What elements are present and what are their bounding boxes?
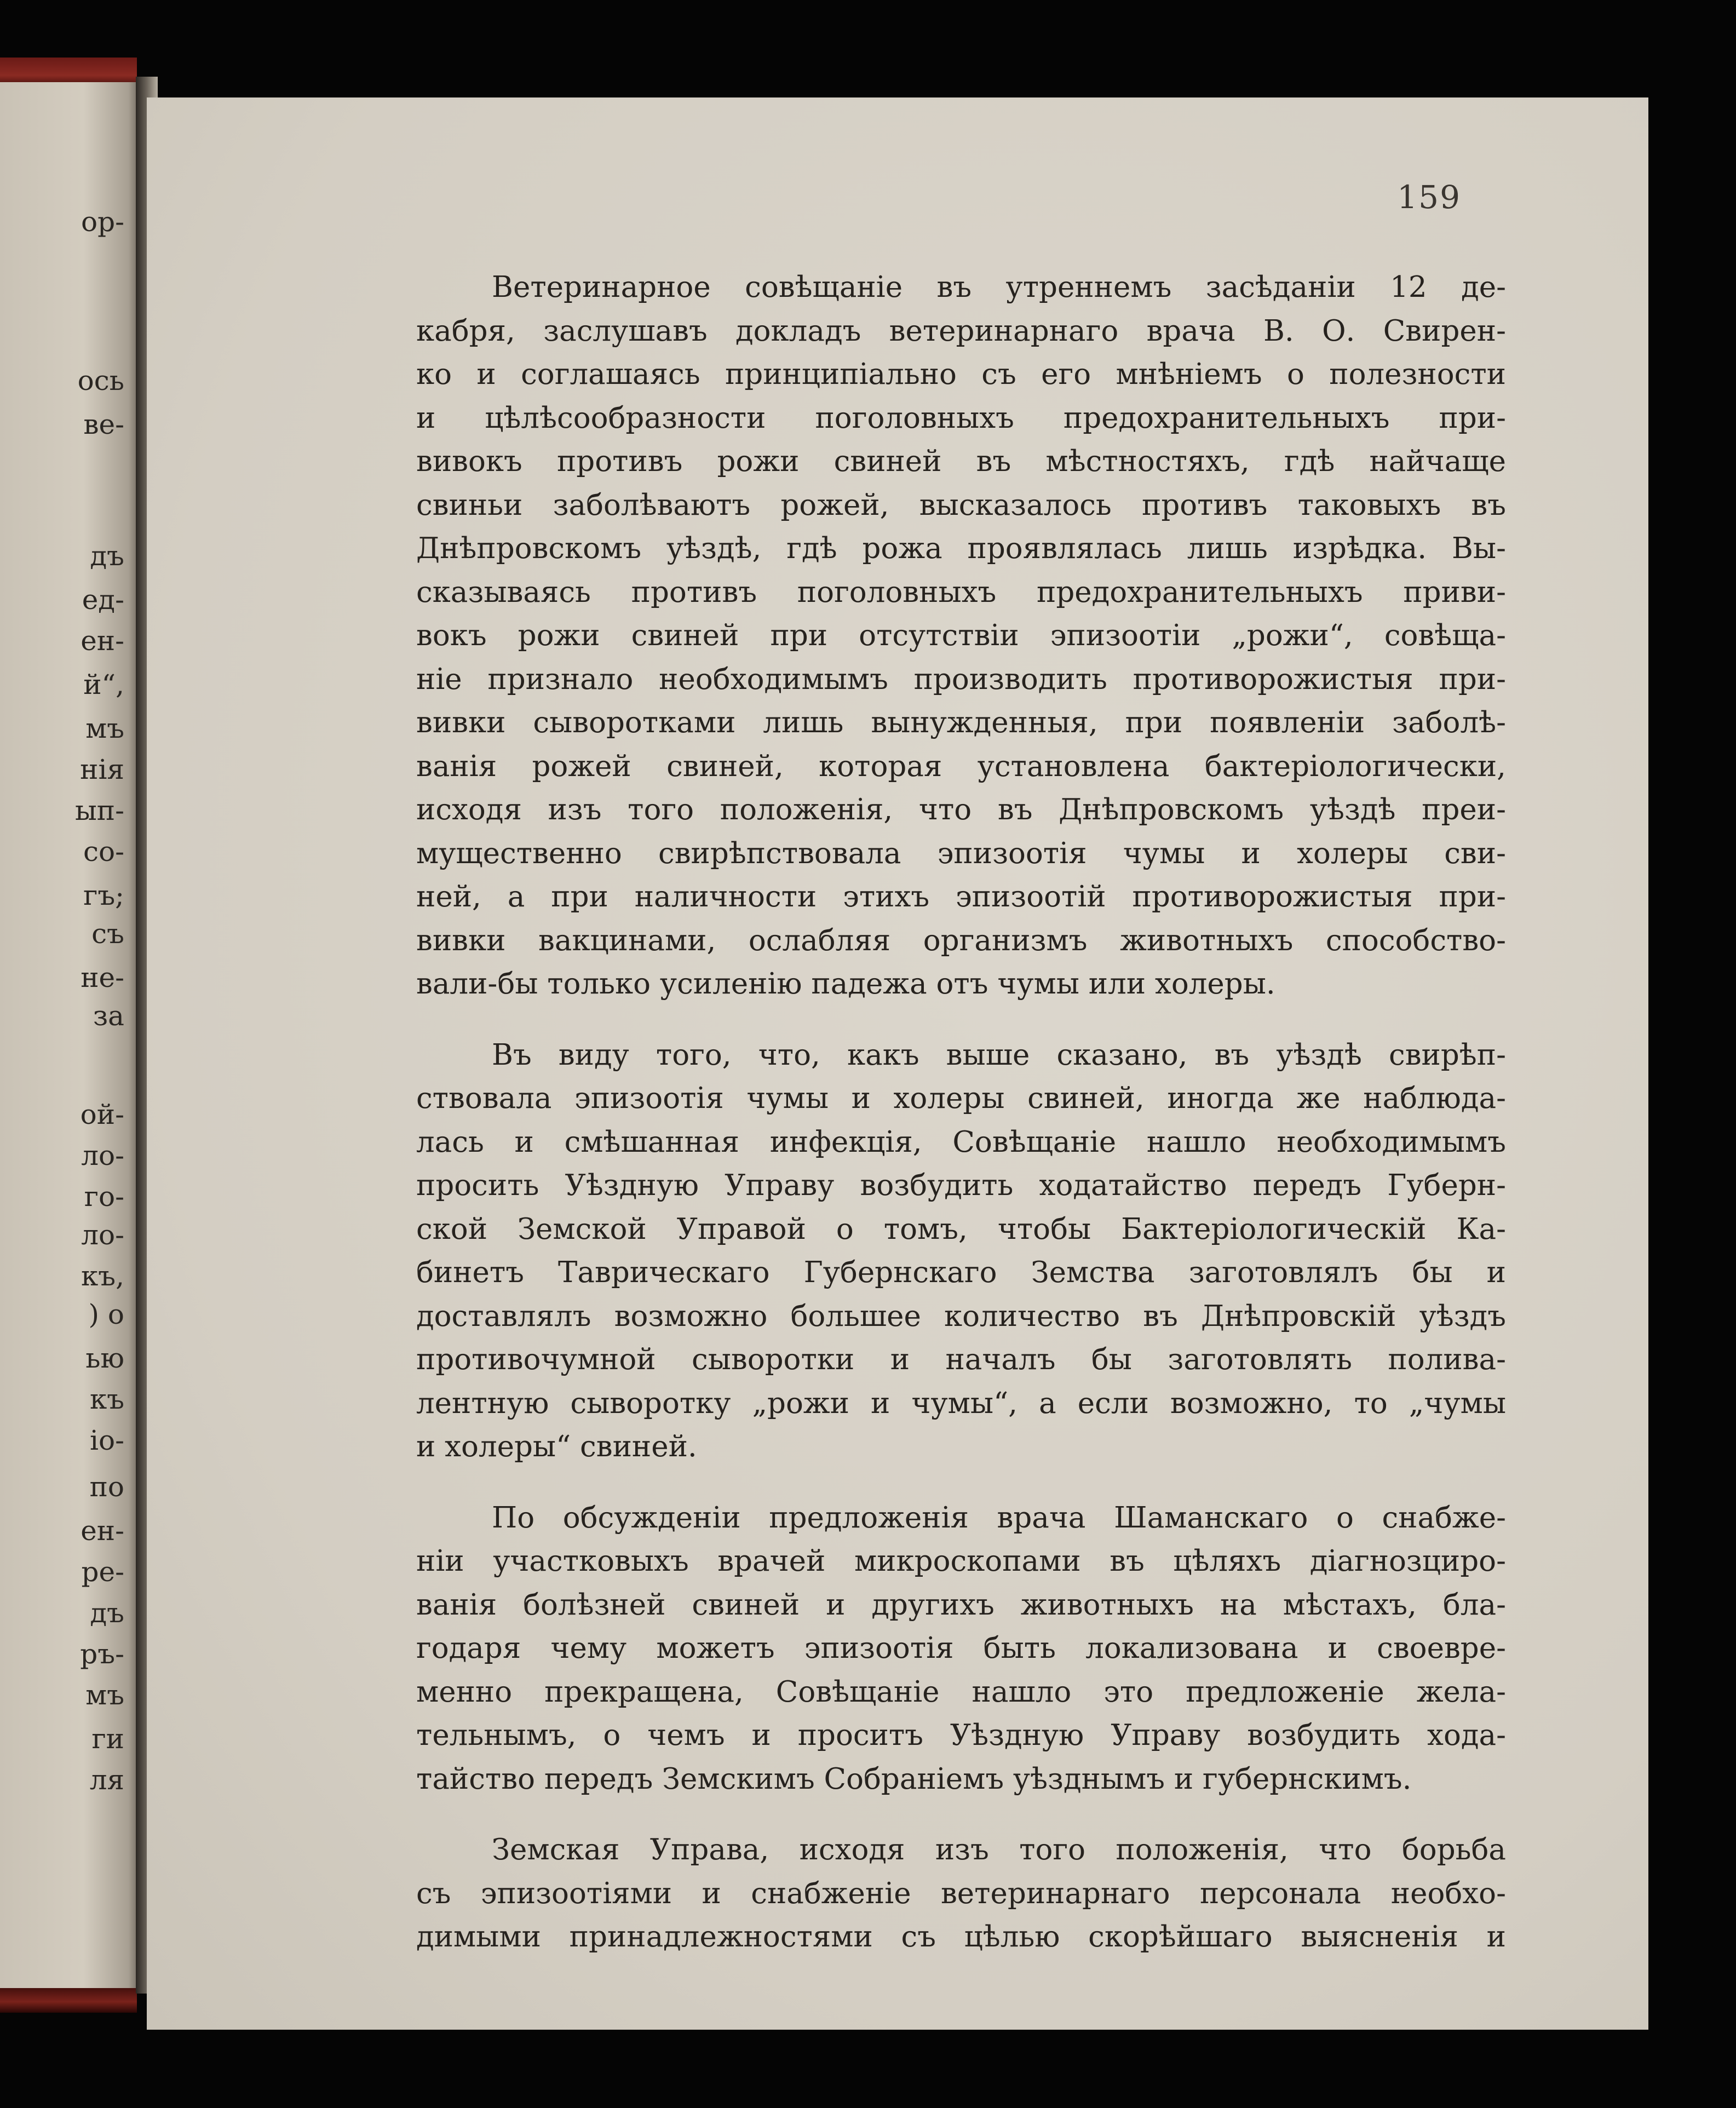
text-line (416, 491, 1506, 520)
text-line (416, 314, 1506, 348)
facing-page-fragment: ги (91, 1723, 124, 1755)
text-line (416, 708, 1506, 737)
text-line-content: ской Земской Управой о томъ, чтобы Бактеріологическій Ка- (416, 1213, 1506, 1246)
text-line-content: исходя изъ того положенія, что въ Днѣпровскомъ уѣздѣ преи- (416, 793, 1506, 826)
text-line-content: лентную сыворотку „рожи и чумы“, а если возможно, то „чумы (416, 1387, 1506, 1420)
text-line (416, 1125, 1506, 1159)
facing-page-fragment: ось (77, 365, 124, 397)
text-line-content: ствовала эпизоотія чумы и холеры свиней, иногда же наблюда- (416, 1082, 1506, 1115)
text-line-content: Ветеринарное совѣщаніе въ утреннемъ засѣданіи 12 де- (492, 271, 1506, 304)
text-line-content: ней, а при наличности этихъ эпизоотій противорожистыя при- (416, 880, 1506, 914)
text-line-content: вивокъ противъ рожи свиней въ мѣстностяхъ, гдѣ найчаще (416, 445, 1506, 478)
facing-page-fragment: ръ- (80, 1638, 124, 1670)
text-line-content: тельнымъ, о чемъ и проситъ Уѣздную Управу возбудить хода- (416, 1719, 1506, 1752)
text-line (492, 1038, 1506, 1072)
text-line-content: и цѣлѣсообразности поголовныхъ предохранительныхъ при- (416, 401, 1506, 435)
text-line (492, 1501, 1506, 1535)
text-line (416, 1258, 1506, 1287)
text-line-content: тайство передъ Земскимъ Собраніемъ уѣзднымъ и губернскимъ. (416, 1762, 1412, 1796)
facing-page-left (0, 82, 140, 1988)
facing-page-fragment: ) о (88, 1299, 124, 1330)
text-line (416, 401, 1506, 435)
book-edge-bottom (0, 1985, 137, 2013)
text-line (416, 967, 1506, 1001)
facing-page-fragment: не- (81, 962, 124, 993)
facing-page-fragment: іо- (90, 1425, 124, 1456)
facing-page-fragment: ля (89, 1764, 124, 1796)
facing-page-fragment: ен- (81, 1515, 124, 1547)
text-line (416, 752, 1506, 781)
text-line-content: свиньи заболѣваютъ рожей, высказалось противъ таковыхъ въ (416, 489, 1506, 522)
text-line-content: бинетъ Таврическаго Губернскаго Земства заготовлялъ бы и (416, 1256, 1506, 1289)
facing-page-fragment: го- (84, 1181, 124, 1213)
facing-page-fragment: гъ; (83, 880, 124, 911)
text-line-content: вали-бы только усиленію падежа отъ чумы или холеры. (416, 967, 1275, 1001)
text-line-content: Земская Управа, исходя изъ того положенія, что борьба (492, 1833, 1506, 1866)
text-line-content: ніе признало необходимымъ производить противорожистыя при- (416, 663, 1506, 696)
text-line (492, 1835, 1506, 1864)
text-line (416, 578, 1506, 607)
text-line-content: сказываясь противъ поголовныхъ предохранительныхъ приви- (416, 576, 1506, 609)
text-line (492, 273, 1506, 302)
text-line (416, 1215, 1506, 1244)
facing-page-fragment: й“, (83, 669, 124, 700)
facing-page-fragment: ве- (83, 409, 124, 440)
text-line (416, 360, 1506, 389)
text-line-content: кабря, заслушавъ докладъ ветеринарнаго врача В. О. Свирен- (416, 314, 1506, 348)
text-line (416, 621, 1506, 650)
facing-page-fragment: съ (91, 918, 124, 950)
text-line (416, 1879, 1506, 1908)
text-line-content: вокъ рожи свиней при отсутствіи эпизоотіи „рожи“, совѣща- (416, 619, 1506, 652)
page-number: 159 (1397, 179, 1461, 216)
facing-page-fragment: ор- (81, 206, 124, 238)
text-line (416, 1588, 1506, 1622)
text-line (416, 839, 1506, 868)
text-line (416, 1721, 1506, 1750)
facing-page-fragment: мъ (85, 1679, 124, 1711)
facing-page-fragment: ой- (80, 1099, 124, 1130)
facing-page-fragment: нія (80, 754, 124, 785)
text-line-content: вивки сыворотками лишь вынужденныя, при появленіи заболѣ- (416, 706, 1506, 739)
text-line-content: ко и соглашаясь принципіально съ его мнѣніемъ о полезности (416, 358, 1506, 391)
text-line-content: димыми принадлежностями съ цѣлью скорѣйшаго выясненія и (416, 1920, 1506, 1954)
text-line (416, 1302, 1506, 1331)
text-line (416, 1432, 1506, 1461)
text-line-content: По обсужденіи предложенія врача Шаманскаго о снабже- (492, 1501, 1506, 1535)
text-line-content: менно прекращена, Совѣщаніе нашло это предложеніе жела- (416, 1675, 1506, 1709)
facing-page-fragment: ло- (81, 1140, 124, 1171)
facing-page-fragment: къ (89, 1383, 124, 1415)
text-line (416, 1084, 1506, 1113)
facing-page-fragment: за (93, 1000, 124, 1032)
text-line-content: годаря чему можетъ эпизоотія быть локализована и своевре- (416, 1632, 1506, 1665)
facing-page-fragment: ып- (74, 795, 124, 826)
text-line-content: и холеры“ свиней. (416, 1430, 697, 1463)
text-line-content: лась и смѣшанная инфекція, Совѣщаніе нашло необходимымъ (416, 1125, 1506, 1159)
facing-page-fragment: дъ (90, 1597, 124, 1629)
facing-page-fragment: со- (83, 836, 124, 868)
facing-page-fragment: мъ (85, 713, 124, 744)
text-line (416, 1389, 1506, 1418)
text-line (416, 1675, 1506, 1709)
text-line (416, 1920, 1506, 1954)
text-line-content: просить Уѣздную Управу возбудить ходатайство передъ Губерн- (416, 1169, 1506, 1202)
facing-page-fragment: ью (85, 1342, 124, 1374)
facing-page-fragment: ло- (81, 1219, 124, 1251)
text-line-content: ванія рожей свиней, которая установлена бактеріологически, (416, 750, 1506, 783)
facing-page-fragment: дъ (90, 540, 124, 572)
facing-page-fragment: ед- (82, 584, 124, 616)
text-line-content: ванія болѣзней свиней и другихъ животныхъ на мѣстахъ, бла- (416, 1588, 1506, 1622)
text-line-content: Въ виду того, что, какъ выше сказано, въ уѣздѣ свирѣп- (492, 1038, 1506, 1072)
facing-page-fragment: ен- (81, 625, 124, 657)
text-line (416, 1762, 1506, 1796)
text-line (416, 926, 1506, 955)
facing-page-fragment: по (89, 1471, 124, 1503)
facing-page-fragment: къ, (81, 1260, 124, 1292)
text-line-content: Днѣпровскомъ уѣздѣ, гдѣ рожа проявлялась лишь изрѣдка. Вы- (416, 532, 1506, 565)
text-line (416, 795, 1506, 824)
text-line (416, 1634, 1506, 1663)
text-line-content: доставлялъ возможно большее количество въ Днѣпровскій уѣздъ (416, 1300, 1506, 1333)
text-line-content: вивки вакцинами, ослабляя организмъ животныхъ способство- (416, 924, 1506, 957)
text-line (416, 665, 1506, 694)
text-line-content: мущественно свирѣпствовала эпизоотія чумы и холеры сви- (416, 837, 1506, 870)
text-line (416, 1544, 1506, 1578)
page-159 (147, 97, 1648, 2030)
text-line (416, 534, 1506, 563)
text-line (416, 1345, 1506, 1374)
text-line-content: съ эпизоотіями и снабженіе ветеринарнаго персонала необхо- (416, 1877, 1506, 1910)
text-line (416, 1171, 1506, 1200)
text-line-content: противочумной сыворотки и началъ бы заготовлять полива- (416, 1343, 1506, 1376)
text-line (416, 447, 1506, 476)
text-line-content: ніи участковыхъ врачей микроскопами въ цѣляхъ діагнозциро- (416, 1544, 1506, 1578)
text-line (416, 880, 1506, 914)
facing-page-fragment: ре- (81, 1556, 124, 1588)
